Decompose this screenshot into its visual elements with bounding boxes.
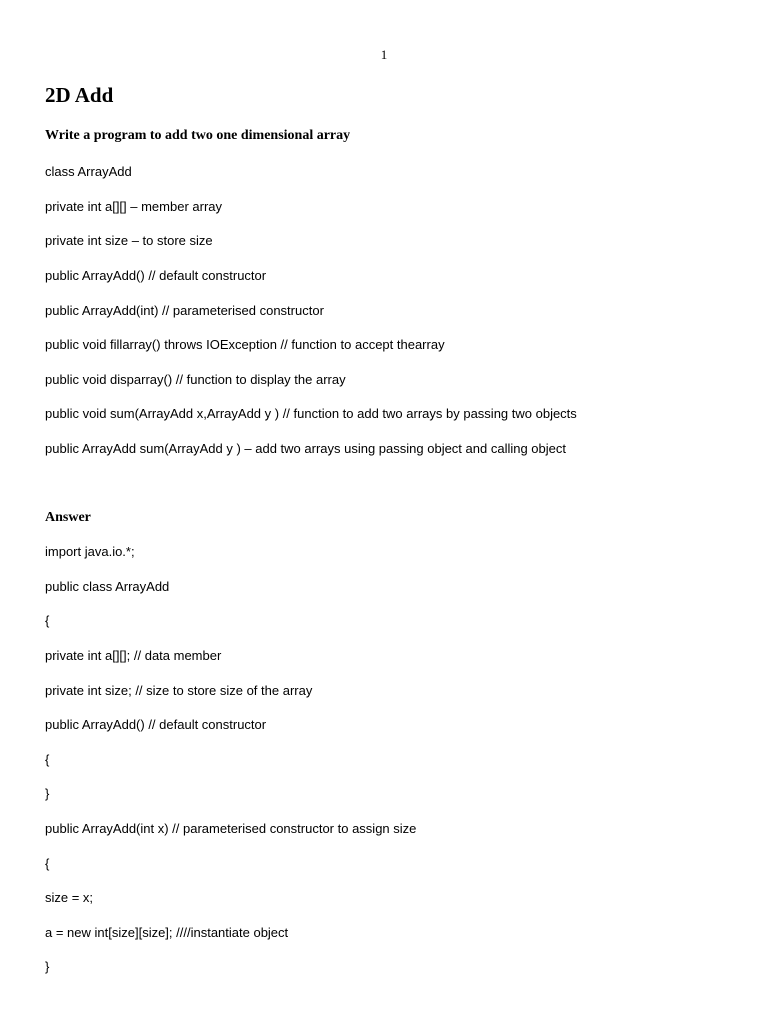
spec-line: public void fillarray() throws IOException // function to accept thearray	[45, 337, 445, 352]
spec-line: public void sum(ArrayAdd x,ArrayAdd y ) // function to add two arrays by passing two objects	[45, 406, 577, 421]
code-line: size = x;	[45, 890, 94, 905]
code-line: }	[45, 786, 50, 801]
page-number: 1	[380, 47, 388, 62]
spec-line: public ArrayAdd(int) // parameterised constructor	[45, 303, 324, 318]
question-heading: Write a program to add two one dimensional array	[45, 128, 351, 143]
spec-line: class ArrayAdd	[45, 164, 132, 179]
code-line: import java.io.*;	[45, 544, 135, 559]
code-line: public class ArrayAdd	[45, 579, 170, 594]
code-line: }	[45, 959, 50, 974]
spec-line: public void disparray() // function to display the array	[45, 372, 346, 387]
code-line: a = new int[size][size]; ////instantiate object	[45, 925, 289, 940]
code-line: public ArrayAdd(int x) // parameterised constructor to assign size	[45, 821, 417, 836]
code-line: {	[45, 752, 50, 767]
code-line: {	[45, 613, 50, 628]
spec-line: private int a[][] – member array	[45, 199, 223, 214]
code-line: private int a[][]; // data member	[45, 648, 222, 663]
code-line: {	[45, 856, 50, 871]
spec-line: private int size – to store size	[45, 233, 213, 248]
spec-line: public ArrayAdd() // default constructor	[45, 268, 267, 283]
answer-heading: Answer	[45, 510, 91, 525]
spec-line: public ArrayAdd sum(ArrayAdd y ) – add two arrays using passing object and calling object	[45, 441, 566, 456]
code-line: private int size; // size to store size of the array	[45, 683, 313, 698]
document-title: 2D Add	[45, 83, 114, 107]
code-line: public ArrayAdd() // default constructor	[45, 717, 267, 732]
